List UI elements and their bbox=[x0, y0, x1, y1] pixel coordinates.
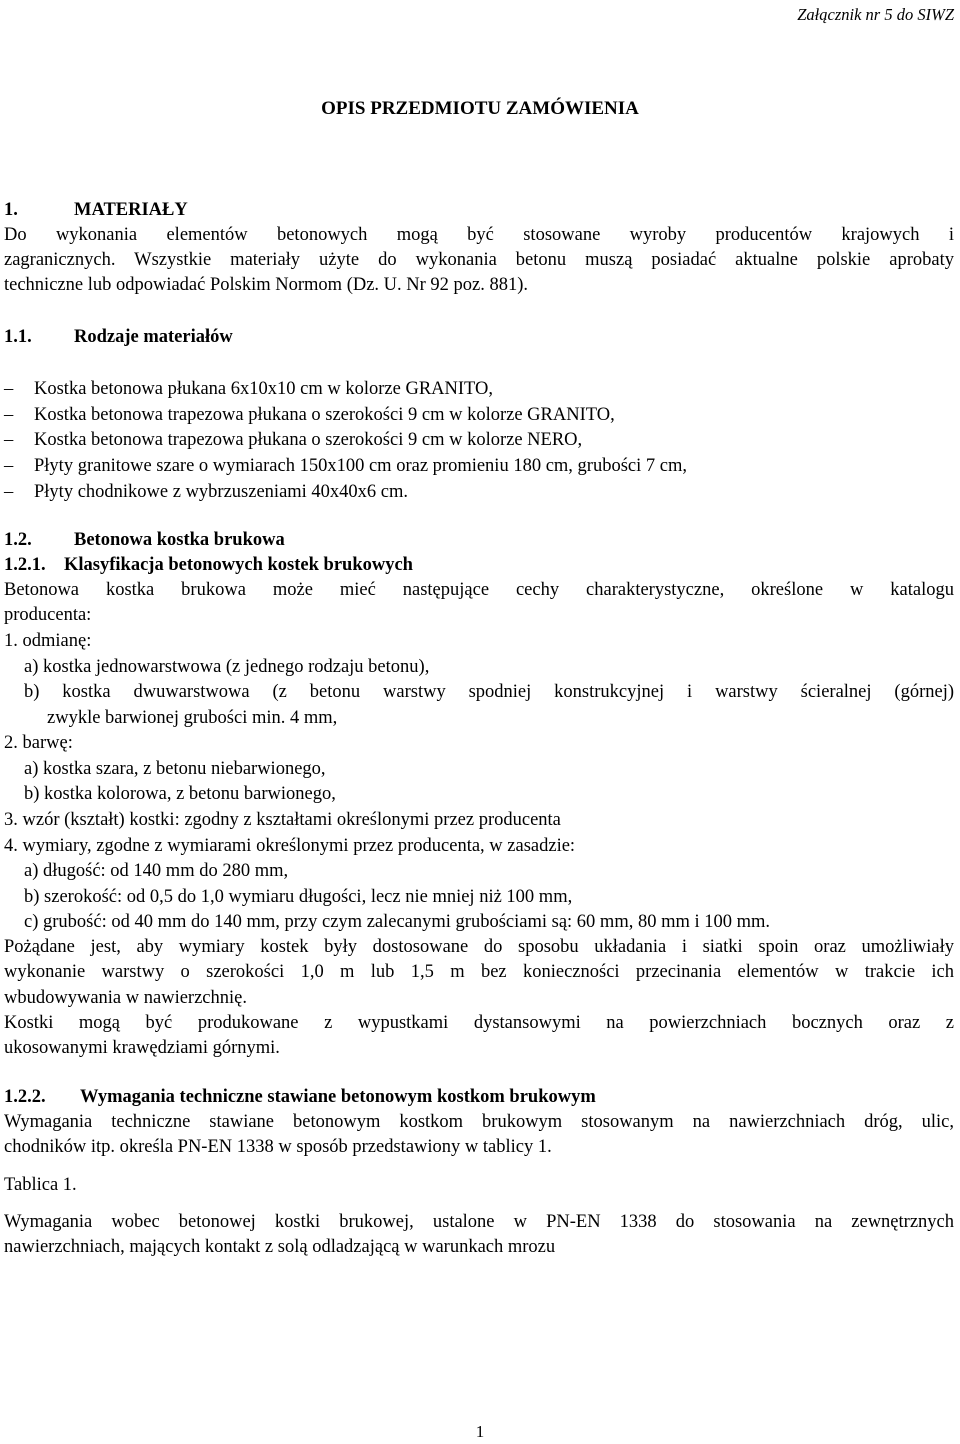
paragraph-line: wbudowywania w nawierzchnię. bbox=[4, 988, 247, 1008]
dash-bullet: – bbox=[4, 482, 14, 502]
section-1-2-1-number: 1.2.1. bbox=[4, 555, 46, 575]
dash-bullet: – bbox=[4, 405, 14, 425]
paragraph-line: Pożądane jest, aby wymiary kostek były dostosowane do sposobu układania i siatki spoin oraz umożliwiały bbox=[4, 937, 954, 957]
section-1-2-1-title: Klasyfikacja betonowych kostek brukowych bbox=[64, 555, 413, 575]
enum-subitem: b) kostka kolorowa, z betonu barwionego, bbox=[24, 784, 336, 804]
page-number: 1 bbox=[475, 1422, 485, 1441]
paragraph-line: ukosowanymi krawędziami górnymi. bbox=[4, 1038, 280, 1058]
section-1-1-number: 1.1. bbox=[4, 327, 32, 347]
enum-subitem: b) szerokość: od 0,5 do 1,0 wymiaru długości, lecz nie mniej niż 100 mm, bbox=[24, 887, 573, 907]
dash-bullet: – bbox=[4, 456, 14, 476]
list-item-text: Kostka betonowa trapezowa płukana o szerokości 9 cm w kolorze NERO, bbox=[34, 430, 583, 450]
enum-subitem: c) grubość: od 40 mm do 140 mm, przy czym zalecanymi grubościami są: 60 mm, 80 mm i 100 mm. bbox=[24, 912, 771, 932]
table-caption-line: Wymagania wobec betonowej kostki brukowej, ustalone w PN-EN 1338 do stosowania na zewnętrznych bbox=[4, 1212, 954, 1232]
enum-subitem: a) kostka szara, z betonu niebarwionego, bbox=[24, 759, 326, 779]
list-item-text: Kostka betonowa trapezowa płukana o szerokości 9 cm w kolorze GRANITO, bbox=[34, 405, 615, 425]
table-caption-line: nawierzchniach, mających kontakt z solą odladzającą w warunkach mrozu bbox=[4, 1237, 556, 1257]
paragraph-line: chodników itp. określa PN-EN 1338 w sposób przedstawiony w tablicy 1. bbox=[4, 1137, 552, 1157]
enum-item: 4. wymiary, zgodne z wymiarami określonymi przez producenta, w zasadzie: bbox=[4, 836, 576, 856]
section-1-2-number: 1.2. bbox=[4, 530, 32, 550]
page-title: OPIS PRZEDMIOTU ZAMÓWIENIA bbox=[321, 98, 639, 119]
table-label: Tablica 1. bbox=[4, 1175, 77, 1195]
section-1-2-1-heading bbox=[4, 553, 954, 577]
enum-item: 3. wzór (kształt) kostki: zgodny z kształtami określonymi przez producenta bbox=[4, 810, 561, 830]
section-1-2-title: Betonowa kostka brukowa bbox=[74, 530, 285, 550]
dash-bullet: – bbox=[4, 430, 14, 450]
enum-item: 1. odmianę: bbox=[4, 631, 92, 651]
list-item bbox=[4, 403, 954, 427]
section-1-2-heading bbox=[4, 528, 954, 552]
list-item bbox=[4, 480, 954, 504]
list-item bbox=[4, 428, 954, 452]
paragraph-line: Wymagania techniczne stawiane betonowym kostkom brukowym stosowanym na nawierzchniach dróg, ulic, bbox=[4, 1112, 954, 1132]
list-item-text: Płyty chodnikowe z wybrzuszeniami 40x40x6 cm. bbox=[34, 482, 409, 502]
section-1-number: 1. bbox=[4, 200, 18, 220]
list-item bbox=[4, 454, 954, 478]
dash-bullet: – bbox=[4, 379, 14, 399]
enum-subitem: b) kostka dwuwarstwowa (z betonu warstwy spodniej konstrukcyjnej i warstwy ścieralnej (górnej) bbox=[24, 682, 954, 702]
section-1-2-2-title: Wymagania techniczne stawiane betonowym kostkom brukowym bbox=[80, 1087, 596, 1107]
section-1-2-2-number: 1.2.2. bbox=[4, 1087, 46, 1107]
section-1-heading bbox=[4, 198, 954, 222]
list-item-text: Płyty granitowe szare o wymiarach 150x100 cm oraz promieniu 180 cm, grubości 7 cm, bbox=[34, 456, 687, 476]
enum-subitem: a) długość: od 140 mm do 280 mm, bbox=[24, 861, 289, 881]
section-1-2-2-heading bbox=[4, 1085, 954, 1109]
list-item-text: Kostka betonowa płukana 6x10x10 cm w kolorze GRANITO, bbox=[34, 379, 493, 399]
section-1-title: MATERIAŁY bbox=[74, 200, 188, 220]
enum-subitem-continuation: zwykle barwionej grubości min. 4 mm, bbox=[47, 708, 338, 728]
section-1-1-title: Rodzaje materiałów bbox=[74, 327, 233, 347]
enum-item: 2. barwę: bbox=[4, 733, 73, 753]
section-1-2-1-intro-line: producenta: bbox=[4, 605, 92, 625]
section-1-text-line: zagranicznych. Wszystkie materiały użyte do wykonania betonu muszą posiadać aktualne polskie aprobaty bbox=[4, 250, 954, 270]
section-1-text-line: techniczne lub odpowiadać Polskim Normom (Dz. U. Nr 92 poz. 881). bbox=[4, 275, 529, 295]
section-1-1-heading bbox=[4, 325, 954, 349]
list-item bbox=[4, 377, 954, 401]
section-1-text-line: Do wykonania elementów betonowych mogą być stosowane wyroby producentów krajowych i bbox=[4, 225, 954, 245]
paragraph-line: wykonanie warstwy o szerokości 1,0 m lub 1,5 m bez konieczności przecinania elementów w trakcie ich bbox=[4, 962, 954, 982]
annex-label: Załącznik nr 5 do SIWZ bbox=[797, 5, 954, 24]
section-1-2-1-intro-line: Betonowa kostka brukowa może mieć następujące cechy charakterystyczne, określone w katalogu bbox=[4, 580, 954, 600]
enum-subitem: a) kostka jednowarstwowa (z jednego rodzaju betonu), bbox=[24, 657, 430, 677]
paragraph-line: Kostki mogą być produkowane z wypustkami dystansowymi na powierzchniach bocznych oraz z bbox=[4, 1013, 954, 1033]
